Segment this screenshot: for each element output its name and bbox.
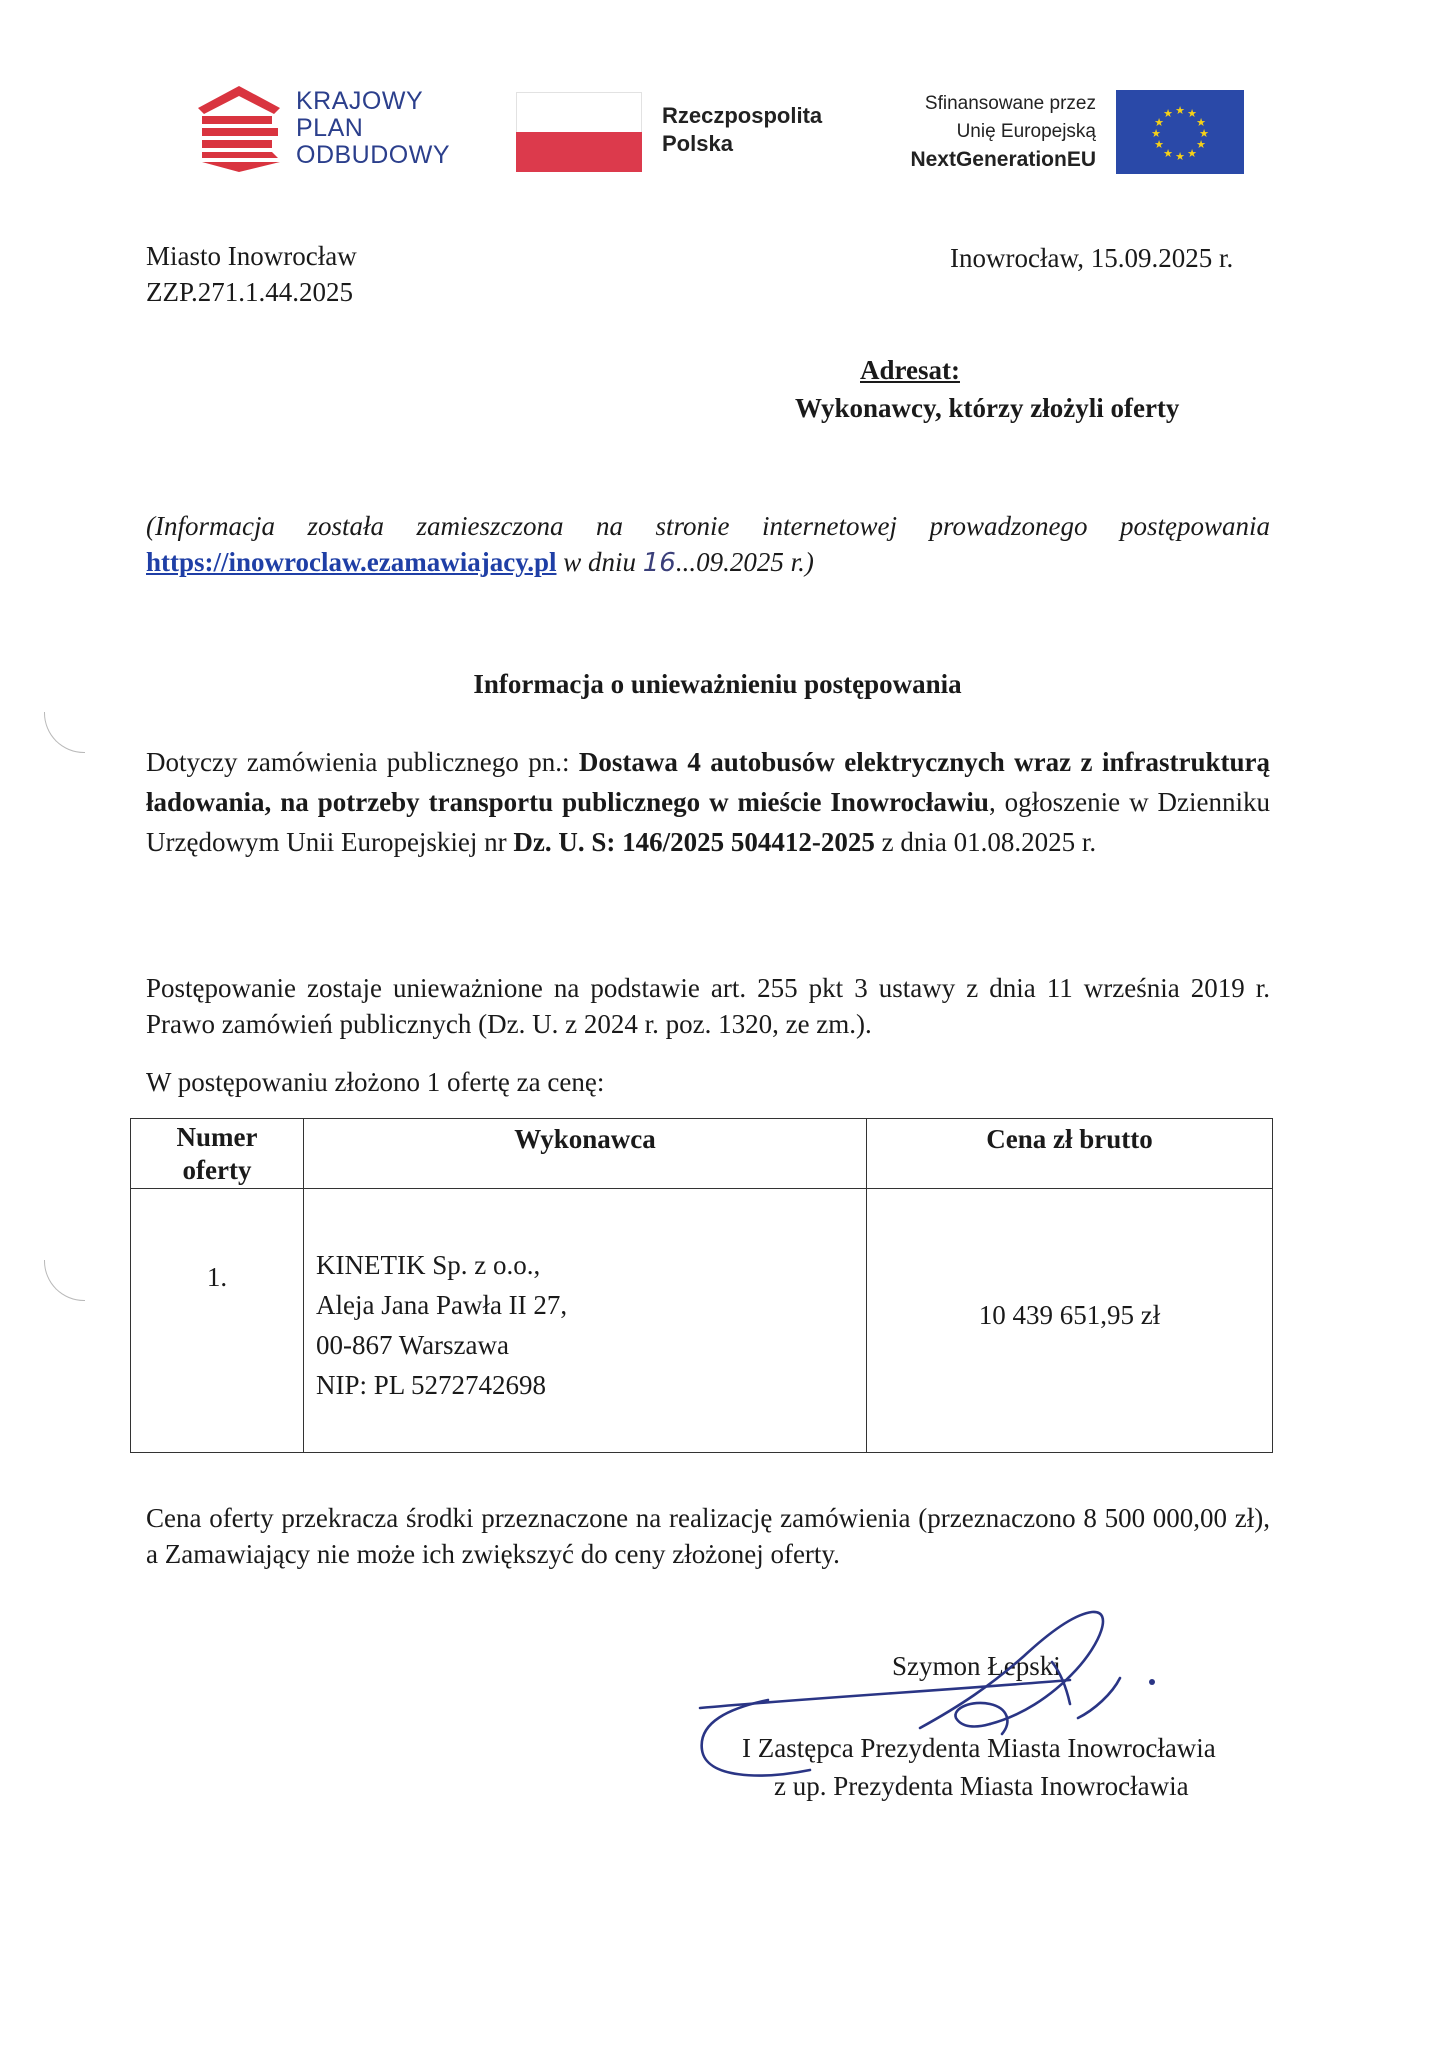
svg-text:★: ★ <box>1151 127 1161 140</box>
contractor-details <box>304 1189 867 1453</box>
header-contractor: Wykonawca <box>304 1119 867 1189</box>
notice-mid: w dniu <box>556 547 643 577</box>
rp-line-2: Polska <box>662 131 733 156</box>
pl-flag-red <box>516 132 642 172</box>
margin-mark-2 <box>44 1260 85 1301</box>
svg-text:★: ★ <box>1187 147 1197 160</box>
legal-basis-paragraph: Postępowanie zostaje unieważnione na podstawie art. 255 pkt 3 ustawy z dnia 11 września 2019 r. Prawo zamówień publicznych (Dz. U. z 2024 r. poz. 1320, ze zm.). <box>146 973 1270 1039</box>
addressee-value: Wykonawcy, którzy złożyli oferty <box>795 393 1180 423</box>
subject-mid: , ogłoszenie w Dzienniku Urzędowym Unii Europejskiej nr <box>146 787 1270 857</box>
sender-name: Miasto Inowrocław <box>146 241 357 271</box>
notice-date: ...09.2025 r.) <box>675 547 814 577</box>
offer-price: 10 439 651,95 zł <box>867 1189 1273 1453</box>
header-number-line1: Numer <box>176 1122 258 1152</box>
addressee-label: Adresat: <box>860 355 960 385</box>
sender-block <box>146 238 357 310</box>
table-header-row <box>131 1119 1273 1189</box>
rp-wordmark <box>662 102 822 158</box>
svg-text:★: ★ <box>1199 127 1209 140</box>
offer-number: 1. <box>131 1189 304 1453</box>
svg-text:★: ★ <box>1163 107 1173 120</box>
header-number-line2: oferty <box>182 1155 252 1185</box>
svg-text:★: ★ <box>1175 150 1185 163</box>
document-title: Informacja o unieważnieniu postępowania <box>473 669 962 699</box>
subject-paragraph <box>146 742 1270 862</box>
kpo-line-3: ODBUDOWY <box>296 141 450 169</box>
pl-flag-white <box>516 92 642 133</box>
kpo-logo-icon <box>198 86 280 172</box>
table-row <box>131 1189 1273 1453</box>
header-logos <box>0 0 1435 190</box>
contractor-nip: NIP: PL 5272742698 <box>316 1370 547 1400</box>
signatory-role-2: z up. Prezydenta Miasta Inowrocławia <box>774 1771 1189 1801</box>
signatory-role-1: I Zastępca Prezydenta Miasta Inowrocławia <box>742 1733 1216 1763</box>
tender-platform-link[interactable]: https://inowroclaw.ezamawiajacy.pl <box>146 547 557 577</box>
offers-intro: W postępowaniu złożono 1 ofertę za cenę: <box>146 1067 605 1097</box>
handwritten-signature <box>690 1600 1170 1790</box>
signatory-name: Szymon Łepski <box>892 1651 1061 1681</box>
conclusion-paragraph: Cena oferty przekracza środki przeznaczone na realizację zamówienia (przeznaczono 8 500 000,00 zł), a Zamawiający nie może ich zwiększyć do ceny złożonej oferty. <box>146 1503 1270 1569</box>
eu-flag-icon <box>1116 90 1244 174</box>
eu-line-2: Unię Europejską <box>956 121 1096 142</box>
svg-text:★: ★ <box>1196 138 1206 151</box>
eu-funding-text <box>860 90 1096 174</box>
header-offer-number <box>131 1119 304 1189</box>
subject-end: z dnia 01.08.2025 r. <box>874 827 1097 857</box>
header-price: Cena zł brutto <box>867 1119 1273 1189</box>
subject-intro: Dotyczy zamówienia publicznego pn.: <box>146 747 579 777</box>
rp-line-1: Rzeczpospolita <box>662 103 823 128</box>
kpo-line-1: KRAJOWY <box>296 87 424 115</box>
eu-line-3: NextGenerationEU <box>910 148 1096 171</box>
kpo-wordmark <box>296 88 450 169</box>
handwritten-day: 16 <box>642 548 676 578</box>
offers-table <box>130 1118 1273 1453</box>
contractor-city: 00-867 Warszawa <box>316 1330 510 1360</box>
svg-text:★: ★ <box>1175 104 1185 117</box>
svg-text:★: ★ <box>1196 116 1206 129</box>
svg-text:★: ★ <box>1163 147 1173 160</box>
publication-notice <box>146 508 1270 581</box>
contractor-name: KINETIK Sp. z o.o., <box>316 1250 541 1280</box>
eu-stars-icon <box>1116 90 1244 174</box>
contract-name: Dostawa 4 autobusów elektrycznych wraz z infrastrukturą ładowania, na potrzeby transportu publicznego w mieście Inowrocławiu <box>146 747 1270 817</box>
date-line: Inowrocław, 15.09.2025 r. <box>950 243 1234 273</box>
margin-mark-1 <box>44 712 85 753</box>
contractor-street: Aleja Jana Pawła II 27, <box>316 1290 568 1320</box>
case-reference: ZZP.271.1.44.2025 <box>146 277 354 307</box>
kpo-line-2: PLAN <box>296 114 364 142</box>
svg-text:★: ★ <box>1187 107 1197 120</box>
ojeu-reference: Dz. U. S: 146/2025 504412-2025 <box>513 827 875 857</box>
svg-text:★: ★ <box>1154 116 1164 129</box>
notice-text: (Informacja została zamieszczona na stronie internetowej prowadzonego postępowania <box>146 511 1270 541</box>
eu-line-1: Sfinansowane przez <box>924 93 1096 114</box>
svg-text:★: ★ <box>1154 138 1164 151</box>
